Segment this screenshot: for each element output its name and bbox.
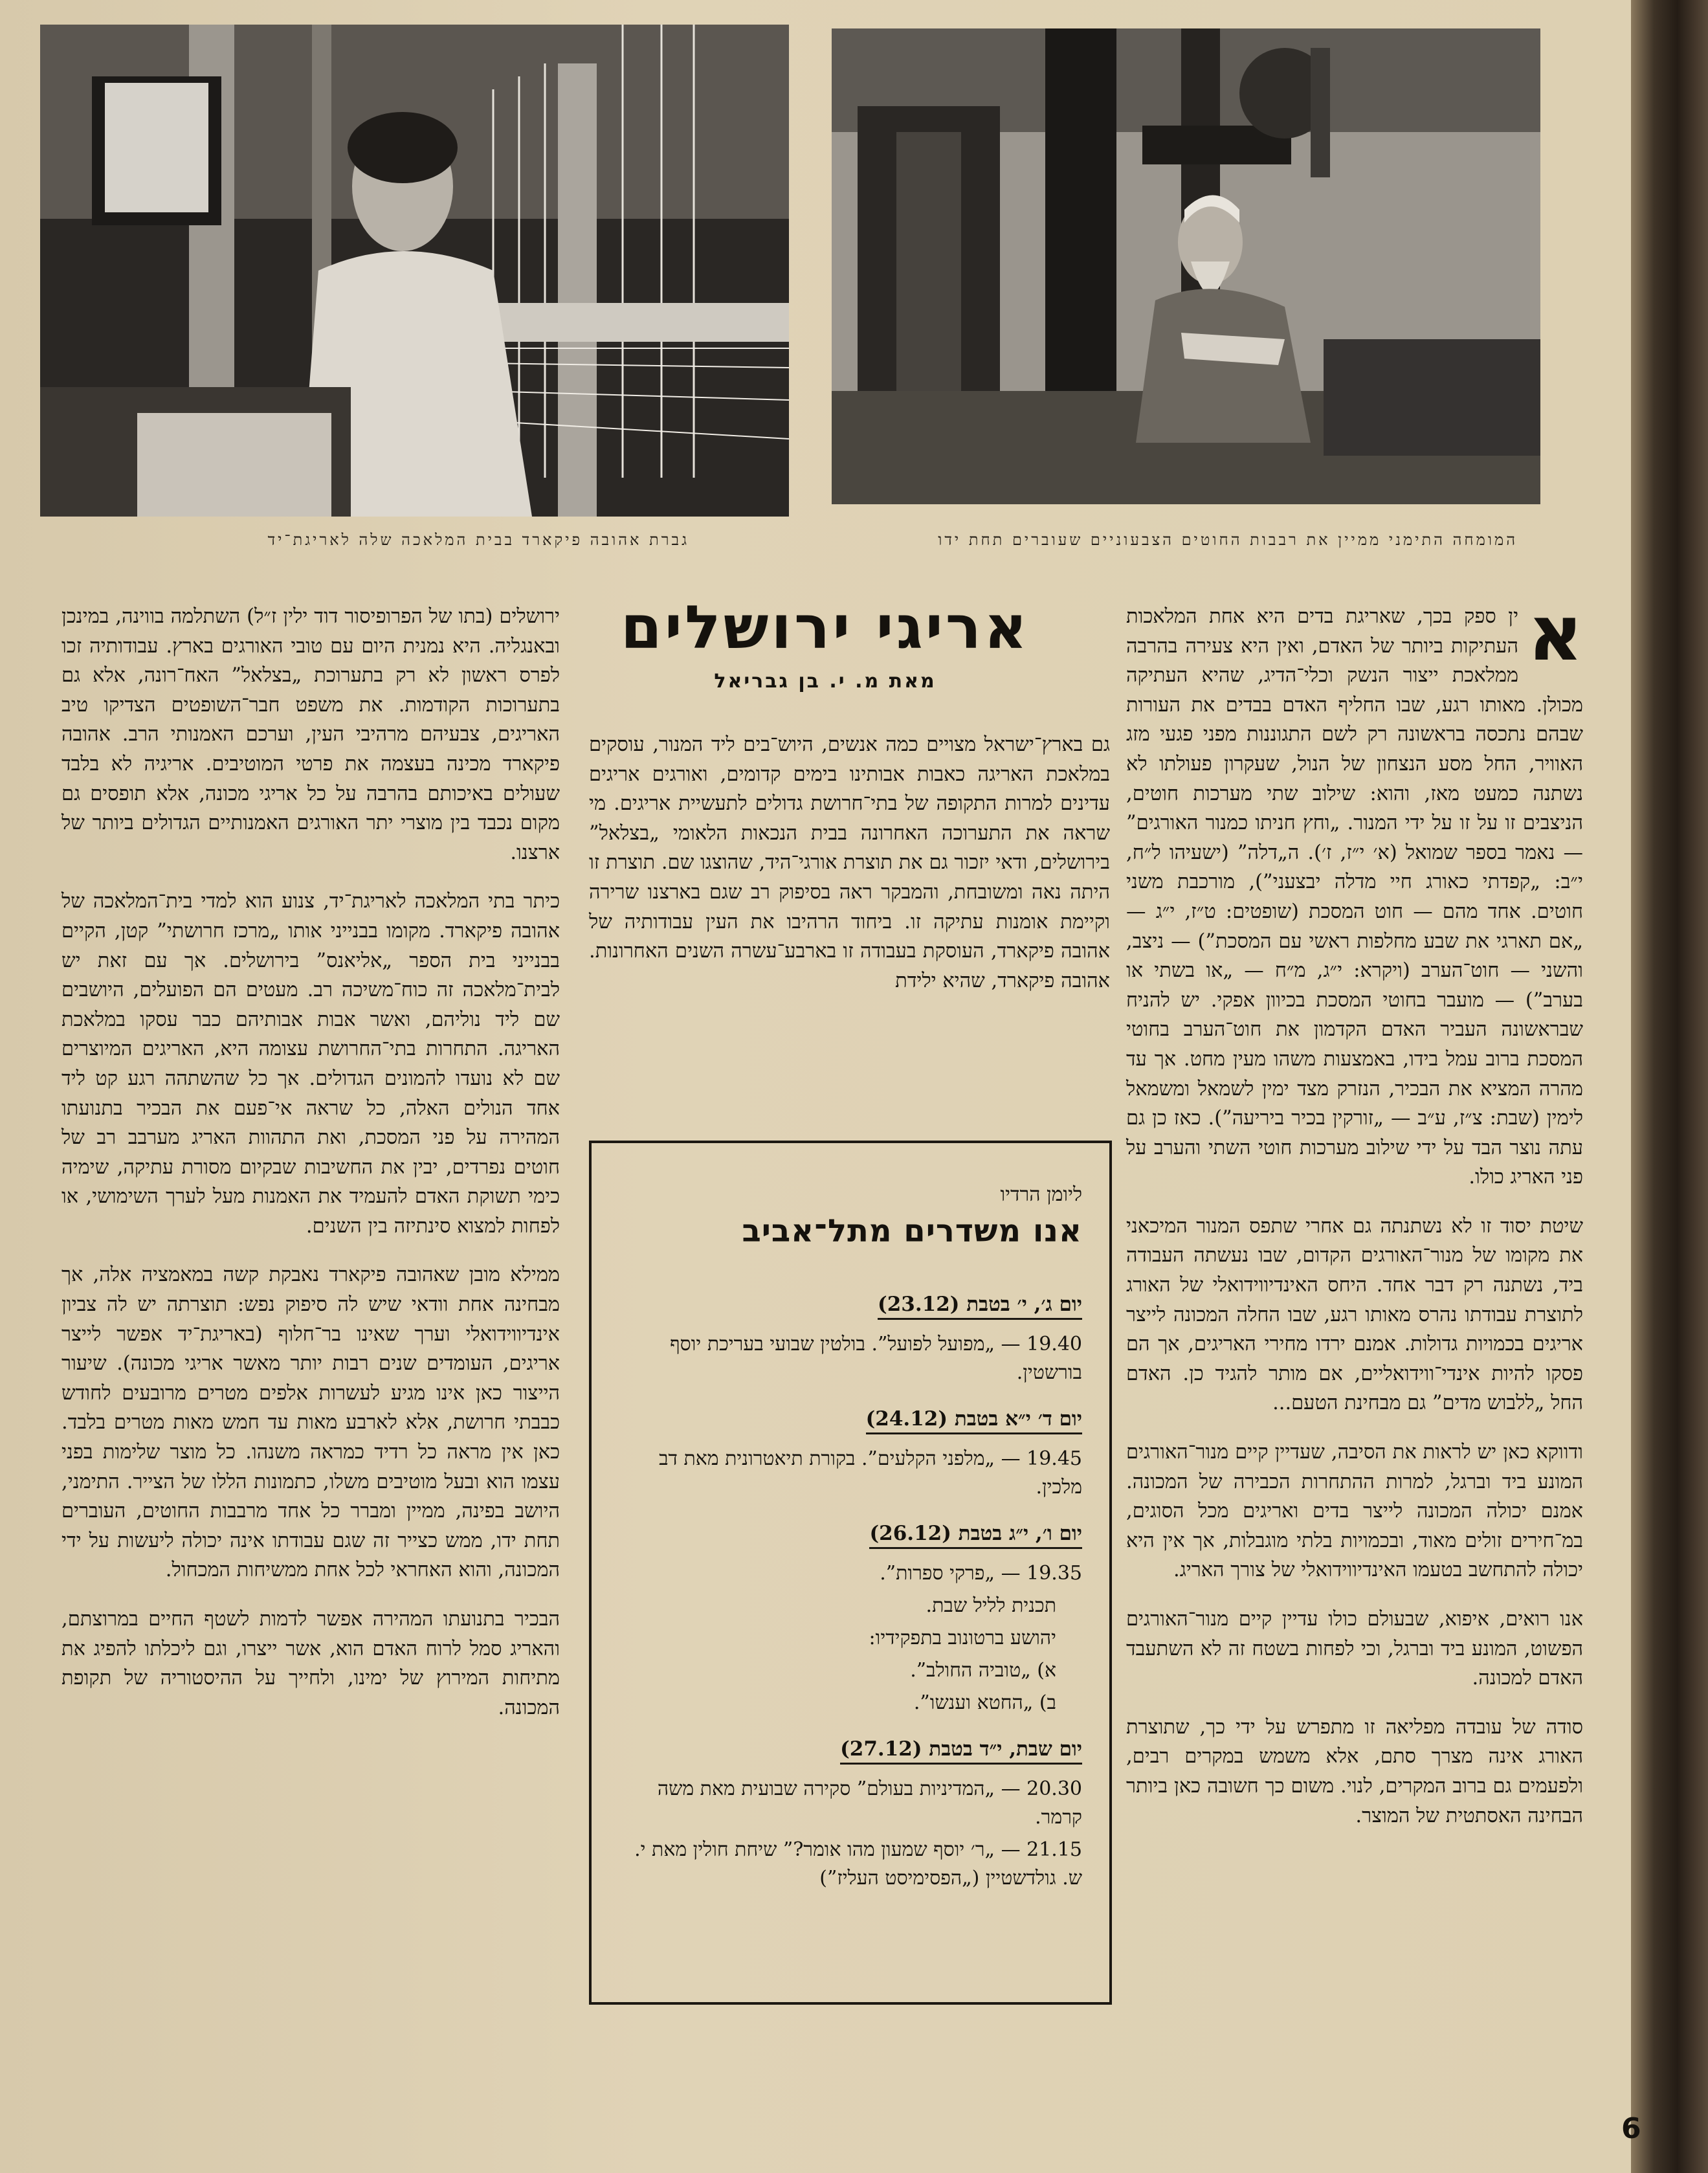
article-title: אריגי ירושלים <box>620 593 1030 662</box>
schedule-day-heading: יום שבת, י״ד בטבת (27.12) <box>840 1735 1082 1765</box>
schedule-entry: 19.45 — „מלפני הקלעים”. בקורת תיאטרונית מאת דב מלכין. <box>659 1447 1082 1499</box>
radio-schedule-box <box>589 1141 1112 2005</box>
paragraph: ממילא מובן שאהובה פיקארד נאבקת קשה במאמציה אלה, אך מבחינה אחת וודאי שיש לה סיפוק נפש: תוצרתה יש לה צביון אינדיווידואלי וערך שאינו בר־חלוף (באריגת־יד אפשר לייצר אריגים, העומדים שנים רבות יותר מאשר אריגי מכונה). שיעור הייצור כאן אינו מגיע לעשרות אלפים מטרים מרובעים לחודש כבבתי חרושת, אלא לארבע מאות עד חמש מאות מטרים בלבד. כאן אין מראה כל רדיד כמראה משנהו. כל מוצר שלימות בפני עצמו הוא ובעל מוטיבים משלו, כתמונות הללו של הצייר. התימני, היושב בפינה, ממיין ומברר כל אחד מרבבות החוטים, העוברים תחת ידו, ממש כצייר זה שגם עבודתו אינה יכולה ליעשות על ידי המכונה, והוא האחראי לכל אחת ממשיחות המכחול. <box>61 1264 560 1582</box>
paragraph: גם בארץ־ישראל מצויים כמה אנשים, היוש־בים ליד המנור, עוסקים במלאכת האריגה כאבות אבותינו בימים קדומים, ואורגים אריגים עדינים למרות התקופה של בתי־חרושת גדולים לתעשיית אריגים. מי שראה את התערוכה האחרונה בבית הנכאות הלאומי „בצלאל” בירושלים, ודאי יזכור גם את תוצרת אורגי־היד, שהוצגו שם. תוצרת זו היתה נאה ומשובחת, והמבקר ראה בסיפוק רב שגם בארצנו שרירה וקיימת אומנות עתיקה זו. ביחוד הרהיבו את העין עבודותיה של אהובה פיקארד, העוסקת בעבודה זו בארבע־עשרה השנים האחרונות. אהובה פיקארד, שהיא ילידת <box>589 733 1110 992</box>
article-column-middle <box>589 730 1110 1015</box>
schedule-entry: א) „טוביה החולב”. <box>910 1659 1056 1682</box>
photo-yemenite-craftsman <box>832 28 1540 504</box>
radio-box-header: ליומן הרדיו <box>1000 1183 1082 1206</box>
paragraph: שיטת יסוד זו לא נשתנתה גם אחרי שתפס המנור המיכאני את מקומו של מנור־האורגים הקדום, שבו נעשתה העבודה ביד, נשתנה רק דבר אחד. היחס האינדיווידואלי של האורג לתוצרת עבודתו נהרס מאותו רגע, שבו החלה המכונה לייצר אריגים בכמויות גדולות. אמנם ירדו מחירי האריגים, אך הם פסקו להיות אינדי־ווידואליים, אם מותר להגיד כן. האדם החל „ללבוש מדים” גם מבחינת הטעם... <box>1126 1214 1583 1415</box>
paragraph: אנו רואים, איפוא, שבעולם כולו עדיין קיים מנור־האורגים הפשוט, המונע ביד וברגל, וכי לפחות בשטח זה לא השתעבד האדם למכונה. <box>1126 1608 1583 1690</box>
schedule-entry: 21.15 — „ר׳ יוסף שמעון מהו אומר?” שיחת חולין מאת י. ש. גולדשטיין („הפסימיסט העליז”) <box>634 1838 1082 1889</box>
schedule-day <box>611 1387 1082 1502</box>
page-number: 6 <box>1621 2112 1641 2145</box>
photo-weaver-woman <box>40 25 789 517</box>
paragraph: סודה של עובדה מפליאה זו מתפרש על ידי כך, שתוצרת האורג אינה מצרך סתם, אלא משמש במקרים רבים, ולפעמים גם ברוב המקרים, לנוי. משום כך חשובה כאן ביותר הבחינה האסתטית של המוצר. <box>1126 1715 1583 1827</box>
article-byline: מאת מ. י. בן גבריאל <box>714 670 937 693</box>
schedule-entry: 19.40 — „מפועל לפועל”. בולטין שבועי בעריכת יוסף בורשטין. <box>670 1333 1082 1384</box>
paragraph: ירושלים (בתו של הפרופיסור דוד ילין ז״ל) השתלמה בווינה, במינכן ובאנגליה. היא נמנית היום עם טובי האורגים בארץ. עבודותיה זכו לפרס ראשון לא רק בתערוכת „בצלאל” האח־רונה, אלא גם בתערוכות הקודמות. את משפט חבר־השופטים הצדיקו טיב האריגים, צבעיהם מרהיבי העין, וערכם האמנותי הרב. אהובה פיקארד מכינה בעצמה את פרטי המוטיבים. אריגיה לא בלבד שעולים באיכותם בהרבה על כל אריגי מכונה, אלא תופסים גם מקום נכבד בין מוצרי יתר האורגים האמנותיים הגדולים ביותר של ארצנו. <box>61 605 560 864</box>
schedule-day <box>611 1502 1082 1717</box>
schedule-day-heading: יום ד׳ י״א בטבת (24.12) <box>866 1405 1082 1434</box>
radio-box-title: אנו משדרים מתל־אביב <box>742 1213 1082 1249</box>
article-column-right <box>1126 588 1583 1850</box>
caption-left-photo: גברת אהובה פיקארד בבית המלאכה שלה לאריגת־יד <box>267 531 689 549</box>
schedule-entry: 20.30 — „המדיניות בעולם” סקירה שבועית מאת משה קרמר. <box>657 1777 1082 1829</box>
schedule-day <box>611 1717 1082 1893</box>
caption-right-photo: המומחה התימני ממיין את רבבות החוטים הצבעוניים שעוברים תחת ידו <box>938 531 1518 549</box>
book-spine <box>1631 0 1708 2173</box>
schedule-day-heading: יום ג׳, י׳ בטבת (23.12) <box>878 1291 1082 1320</box>
paragraph: הבכיר בתנועתו המהירה אפשר לדמות לשטף החיים במרוצתם, והאריג סמל לרוח האדם הוא, אשר ייצרו, וגם ליכלתו להפיג את מתיחות המירוץ של ימינו, ולחייך על ההיסטוריה של תקופת המכונה. <box>61 1608 560 1719</box>
schedule-entry: 19.35 — „פרקי ספרות”. <box>880 1562 1082 1585</box>
schedule-day-heading: יום ו׳, י״ג בטבת (26.12) <box>869 1520 1082 1549</box>
dropcap: א <box>1527 588 1583 678</box>
paragraph: א ין ספק בכך, שאריגת בדים היא אחת המלאכות העתיקות ביותר של האדם, ואין היא צעירה בהרבה ממלאכת ייצור הנשק וכלי־הדיג, שהיא העתיקה מכולן. מאותו רגע, שבו החליף האדם בבדים את העורות שבהם נתכסה בראשונה רק לשם התגוננות מפני פגעי מזג האוויר, החל מסע הנצחון של הנול, שעקרון פעולתו לא נשתנה כמעט מאז, והוא: שילוב שתי מערכות חוטים, הניצבים זו על זו על ידי המנור. „וחץ חניתו כמנור האורגים” — נאמר בספר שמואל (א׳ י״ז, ז׳). ה„דלה” (ישעיהו ל״ח, י״ב: „קפדתי כאורג חיי מדלה יבצעני”), מורכבת משני חוטים. אחד מהם — חוט המסכת (שופטים: ט״ז, י״ג — „אם תארגי את שבע מחלפות ראשי עם המסכת”) — ניצב, והשני — חוט־הערב (ויקרא: י״ג, מ״ח — „או בשתי או בערב”) — מועבר בחוטי המסכת בכיוון אפקי. יש להניח שבראשונה העביר האדם הקדמון את חוט־הערב בחוטי המסכת ברוב עמל בידו, באמצעות משהו מעין מחט. אך עד מהרה המציא את הבכיר, הנזרק מצד ימין לשמאל ומשמאל לימין (שבת: צ״ז, ע״ב — „זורקין בכיר ביריעה”). כאז כן גם עתה נוצר הבד על ידי שילוב מערכות חוטי השתי והערב על פני האריג כולו. <box>1126 588 1583 1189</box>
schedule-day <box>611 1273 1082 1387</box>
article-column-left <box>61 602 560 1742</box>
schedule-entry: תכנית לליל שבת. <box>926 1594 1056 1617</box>
paragraph: ודווקא כאן יש לראות את הסיבה, שעדיין קיים מנור־האורגים המונע ביד וברגל, למרות ההתחרות הכבירה של המכונה. אמנם יכולה המכונה לייצר בדים ואריגים מכל הסוגים, במ־חירים זולים מאוד, ובכמויות בלתי מוגבלות, אך אין היא יכולה להתחשב בטעמו האינדיווידואלי של צורך האריג. <box>1126 1441 1583 1582</box>
paragraph: כיתר בתי המלאכה לאריגת־יד, צנוע הוא למדי בית־המלאכה של אהובה פיקארד. מקומו בבנייני אותו „מרכז חרושתי” קטן, הקיים בבנייני בית הספר „אליאנס” בירושלים. אך עם זאת יש לבית־מלאכה זה כוח־משיכה רב. מעטים הם הפועלים, היושבים שם ליד נוליהם, ואשר אבות אבותיהם כבר עסקו במלאכת האריגה. התחרות בתי־החרושת עצומה היא, האריגים המיוצרים שם לא נועדו להמונים הגדולים. אך כל שהשתהה רגע קט ליד אחד הנולים האלה, כל שראה אי־פעם את הבכיר בתנועתו המהירה על פני המסכת, ואת התהוות האריג מערבב רב של חוטים נפרדים, יבין את החשיבות שבקיום מסורת עתיקה, שימיה כימי תשוקת האדם להעמיד את האמנות מעל לערך השימושי, או לפחות למצוא סינתיזה בין השנים. <box>61 890 560 1238</box>
schedule-entry: ב) „החטא וענשו”. <box>913 1691 1056 1714</box>
schedule-entry: יהושע ברטונוב בתפקידיו: <box>869 1627 1056 1649</box>
